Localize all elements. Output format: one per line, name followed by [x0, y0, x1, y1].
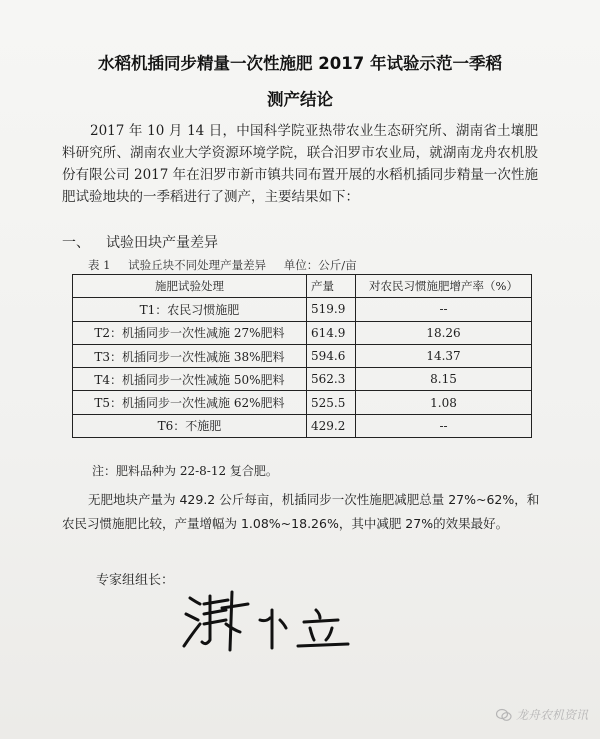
table-cell-increase: -- — [356, 298, 532, 321]
table-row — [73, 298, 532, 321]
table-row — [73, 391, 532, 414]
table-caption-unit: 单位：公斤/亩 — [283, 258, 357, 272]
document-title: 水稻机插同步精量一次性施肥 2017 年试验示范一季稻 — [98, 54, 502, 73]
document-subtitle: 测产结论 — [267, 90, 333, 109]
section-title: 试验田块产量差异 — [106, 235, 218, 251]
watermark — [496, 706, 588, 723]
table-cell-increase: 18.26 — [356, 321, 532, 344]
table-header-row — [73, 275, 532, 298]
table-cell-treatment: T1：农民习惯施肥 — [73, 298, 307, 321]
table-header-cell: 施肥试验处理 — [73, 275, 307, 298]
table-cell-yield: 614.9 — [307, 321, 356, 344]
table-cell-increase: -- — [356, 414, 532, 437]
yield-table — [72, 274, 532, 438]
section-number: 一、 — [62, 235, 90, 251]
section-heading — [62, 232, 218, 252]
table-caption — [88, 257, 371, 273]
watermark-text: 龙舟农机资讯 — [515, 708, 588, 722]
table-row — [73, 368, 532, 391]
table-cell-treatment: T5：机插同步一次性减施 62%肥料 — [73, 391, 307, 414]
table-cell-yield: 519.9 — [307, 298, 356, 321]
table-cell-treatment: T6：不施肥 — [73, 414, 307, 437]
table-note: 注：肥料品种为 22-8-12 复合肥。 — [92, 464, 278, 478]
table-cell-yield: 594.6 — [307, 344, 356, 367]
table-cell-increase: 1.08 — [356, 391, 532, 414]
table-cell-yield: 429.2 — [307, 414, 356, 437]
table-row — [73, 414, 532, 437]
table-row — [73, 321, 532, 344]
table-cell-treatment: T3：机插同步一次性减施 38%肥料 — [73, 344, 307, 367]
table-cell-yield: 525.5 — [307, 391, 356, 414]
table-header-cell: 对农民习惯施肥增产率（%） — [356, 275, 532, 298]
table-cell-increase: 8.15 — [356, 368, 532, 391]
table-header-cell: 产量 — [307, 275, 356, 298]
table-caption-text: 试验丘块不同处理产量差异 — [128, 258, 267, 272]
wechat-icon — [496, 708, 512, 722]
table-row — [73, 344, 532, 367]
table-cell-yield: 562.3 — [307, 368, 356, 391]
conclusion-paragraph: 无肥地块产量为 429.2 公斤每亩，机插同步一次性施肥减肥总量 27%~62%，和农民习惯施肥比较，产量增幅为 1.08%~18.26%，其中减肥 27%的效果最好。 — [62, 492, 540, 531]
table-cell-treatment: T4：机插同步一次性减施 50%肥料 — [73, 368, 307, 391]
handwritten-signature — [170, 580, 370, 660]
table-caption-label: 表 1 — [88, 258, 111, 272]
intro-paragraph: 2017 年 10 月 14 日，中国科学院亚热带农业生态研究所、湖南省土壤肥料研究所、湖南农业大学资源环境学院，联合汨罗市农业局，就湖南龙舟农机股份有限公司 2017 年在汨罗市新市镇共同布置开展的水稻机插同步精量一次性施肥试验地块的一季稻进行了测产，主要结果如下： — [62, 123, 538, 205]
table-cell-treatment: T2：机插同步一次性减施 27%肥料 — [73, 321, 307, 344]
table-cell-increase: 14.37 — [356, 344, 532, 367]
expert-leader-label: 专家组组长： — [96, 573, 175, 588]
